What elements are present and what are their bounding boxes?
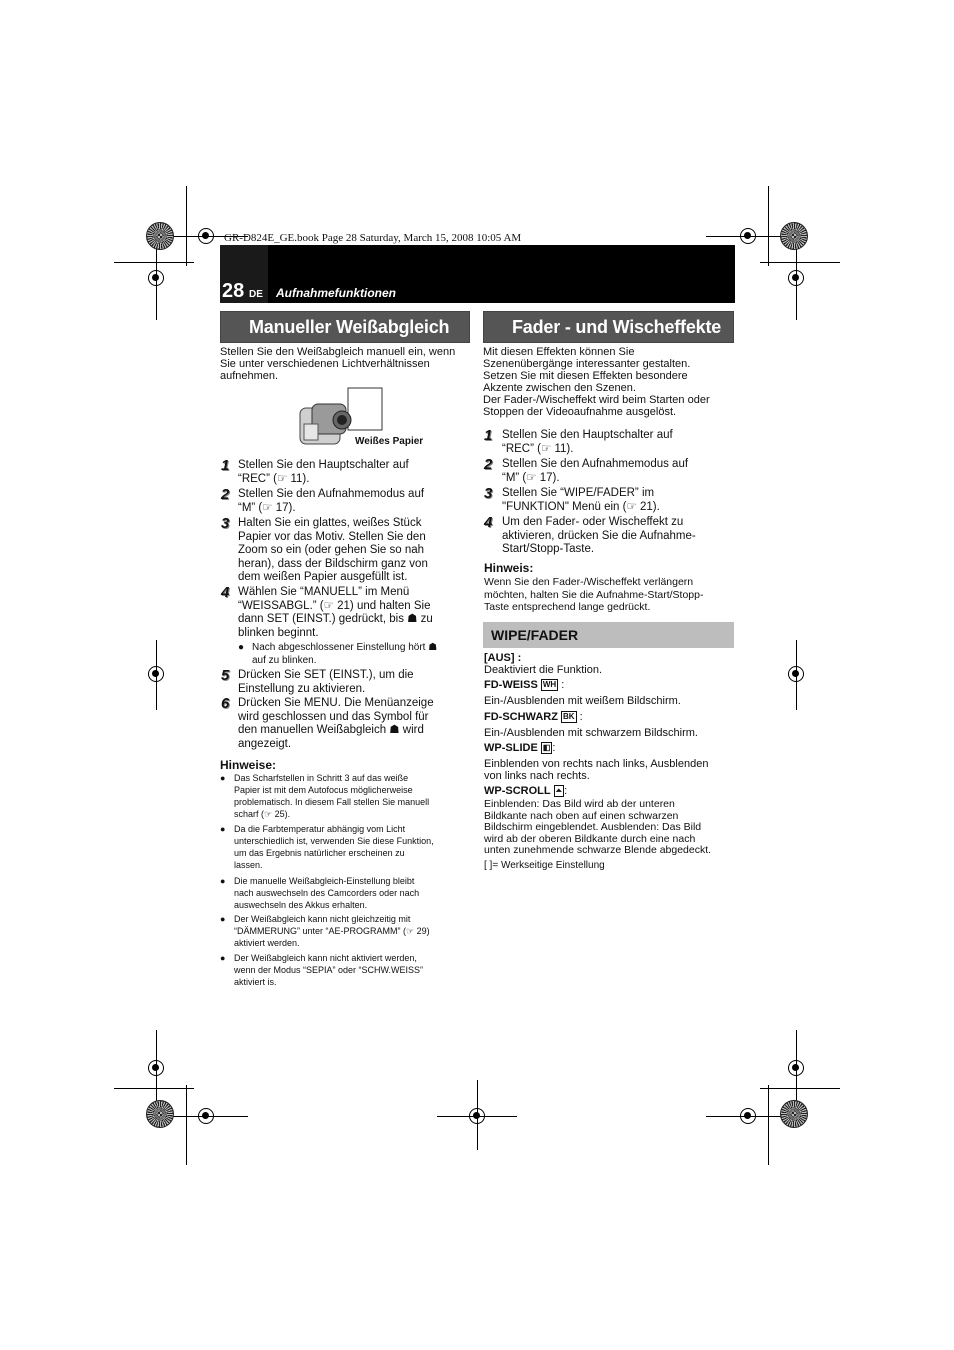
crop-line <box>114 1088 194 1089</box>
step-text <box>502 429 734 456</box>
right-intro <box>483 346 735 418</box>
option-desc: Einblenden von rechts nach links, Ausblenden <box>484 758 709 771</box>
note-item <box>234 875 472 911</box>
option-desc: von links nach rechts. <box>484 770 590 783</box>
crop-line <box>186 1085 187 1165</box>
step-number: 2 <box>484 456 493 473</box>
step-number: 3 <box>221 515 230 532</box>
step-line: Stellen Sie den Aufnahmemodus auf <box>238 488 425 500</box>
step-text <box>502 487 734 514</box>
note-line: Das Scharfstellen in Schritt 3 auf das weiße <box>234 773 409 783</box>
section-title: Aufnahmefunktionen <box>276 286 396 300</box>
step-number: 4 <box>484 514 493 531</box>
step-line: Halten Sie ein glattes, weißes Stück <box>238 517 422 529</box>
note-line: “DÄMMERUNG” unter “AE-PROGRAMM” (☞ 29) <box>234 926 430 936</box>
crop-line <box>760 262 840 263</box>
registration-mark-icon <box>469 1108 485 1124</box>
intro-line: Mit diesen Effekten können Sie <box>483 346 635 358</box>
step-line: Stellen Sie den Aufnahmemodus auf <box>502 458 689 470</box>
step-text <box>502 516 734 557</box>
step-line: Wählen Sie “MANUELL” im Menü <box>238 586 410 598</box>
step-line: “M” (☞ 17). <box>502 471 560 484</box>
registration-mark-icon <box>148 1060 164 1076</box>
print-info-line: GR-D824E_GE.book Page 28 Saturday, March 15, 2008 10:05 AM <box>224 232 522 244</box>
crop-line <box>768 1085 769 1165</box>
left-intro <box>220 346 472 382</box>
registration-mark-icon <box>740 1108 756 1124</box>
wipe-fader-title: WIPE/FADER <box>491 627 579 643</box>
note-line: Nach abgeschlossener Einstellung hört ☗ <box>252 642 438 653</box>
option-desc: unten zunehmende schwarze Blende abgedeckt. <box>484 844 712 857</box>
step-number: 3 <box>484 485 493 502</box>
step-text <box>238 459 468 486</box>
note-line: unterschiedlich ist, verwenden Sie diese Funktion, <box>234 836 434 846</box>
option-desc: Bildkante nach oben auf einen schwarzen <box>484 809 679 822</box>
note-line: möchten, halten Sie die Aufnahme-Start/Stopp- <box>484 588 704 601</box>
note-line: wenn der Modus “SEPIA” oder “SCHW.WEISS” <box>234 965 424 975</box>
step-line: “REC” (☞ 11). <box>502 442 574 455</box>
note-item <box>234 823 472 871</box>
intro-line: Der Fader-/Wischeffekt wird beim Starten oder <box>483 394 710 406</box>
intro-line: Szenenübergänge interessanter gestalten. <box>483 358 691 370</box>
step-number: 2 <box>221 486 230 503</box>
step-number: 6 <box>221 695 230 712</box>
right-title: Fader - und Wischeffekte <box>512 316 722 337</box>
option-label: WP-SLIDE <box>484 742 538 754</box>
wp-slide-icon: ◧ <box>542 743 551 753</box>
step-line: “M” (☞ 17). <box>238 501 296 514</box>
step-note <box>252 641 472 667</box>
color-target-icon <box>780 1100 808 1128</box>
wipe-fader-band <box>483 622 734 648</box>
option-label: FD-SCHWARZ <box>484 711 558 723</box>
bullet-icon: ● <box>238 642 245 653</box>
step-text <box>502 458 734 485</box>
step-line: Stellen Sie den Hauptschalter auf <box>238 459 409 471</box>
step-line: "FUNKTION" Menü ein (☞ 21). <box>502 500 660 513</box>
step-line: blinken beginnt. <box>238 626 319 639</box>
note-line: Die manuelle Weißabgleich-Einstellung bleibt <box>234 876 415 886</box>
option-desc: Ein-/Ausblenden mit schwarzem Bildschirm. <box>484 727 698 740</box>
note-item <box>234 772 472 820</box>
registration-mark-icon <box>148 270 164 286</box>
intro-line: Setzen Sie mit diesen Effekten besondere <box>483 370 688 382</box>
step-line: Drücken Sie MENU. Die Menüanzeige <box>238 697 434 709</box>
option-desc: Ein-/Ausblenden mit weißem Bildschirm. <box>484 695 681 708</box>
intro-line: aufnehmen. <box>220 370 279 382</box>
bullet-icon: ● <box>220 773 226 783</box>
option-desc: Einblenden: Das Bild wird ab der unteren <box>484 798 675 811</box>
note-line: aktiviert is. <box>234 977 277 987</box>
note-line: Papier ist mit dem Autofocus möglicherweise <box>234 785 413 795</box>
registration-mark-icon <box>148 666 164 682</box>
left-title-band <box>220 311 470 343</box>
option-label: FD-WEISS <box>484 679 538 691</box>
option-desc: wird ab der oberen Bildkante durch eine nach <box>484 832 696 845</box>
note-item <box>234 952 472 988</box>
step-number: 1 <box>221 457 230 474</box>
note-line: Taste entsprechend lange gedrückt. <box>484 601 651 613</box>
registration-mark-icon <box>788 1060 804 1076</box>
note-line: aktiviert werden. <box>234 938 300 948</box>
registration-mark-icon <box>198 1108 214 1124</box>
fd-schwarz-icon: BK <box>563 712 575 722</box>
step-line: Um den Fader- oder Wischeffekt zu <box>502 516 684 528</box>
step-line: Stellen Sie “WIPE/FADER” im <box>502 487 655 499</box>
page-number: 28 <box>222 280 245 302</box>
note-line: nach auswechseln des Camcorders oder nach <box>234 888 420 898</box>
intro-line: Stoppen der Videoaufnahme ausgelöst. <box>483 406 677 418</box>
crop-line <box>760 1088 840 1089</box>
intro-line: Sie unter verschiedenen Lichtverhältnissen <box>220 358 430 370</box>
intro-line: Akzente zwischen den Szenen. <box>483 382 636 394</box>
option-wp-scroll: WP-SCROLL ⏶ : Einblenden: Das Bild wird ab der unteren Bildkante nach oben auf einen schwarzen Bildschirm eingeblendet. Ausblenden: Das Bild wird ab der oberen Bildkante durch eine nach unten zunehmende schwarze Blende abgedeckt. <box>484 785 736 857</box>
step-line: “WEISSABGL.” (☞ 21) und halten Sie <box>238 599 431 612</box>
option-wp-slide: WP-SLIDE ◧ : Einblenden von rechts nach links, Ausblenden von links nach rechts. <box>484 742 736 782</box>
step-line: angezeigt. <box>238 737 292 750</box>
registration-mark-icon <box>788 666 804 682</box>
step-line: Stellen Sie den Hauptschalter auf <box>502 429 673 441</box>
step-line: heran), dass der Bildschirm ganz von <box>238 557 428 570</box>
option-fd-weiss: FD-WEISS WH : Ein-/Ausblenden mit weißem Bildschirm. <box>484 679 736 707</box>
note-line: lassen. <box>234 860 263 870</box>
step-line: Einstellung zu aktivieren. <box>238 682 366 695</box>
color-target-icon <box>146 1100 174 1128</box>
footnote: [ ]= Werkseitige Einstellung <box>484 860 605 871</box>
step-number: 1 <box>484 427 493 444</box>
note-line: um das Ergebnis natürlicher erscheinen zu <box>234 848 405 858</box>
step-line: dann SET (EINST.) gedrückt, bis ☗ zu <box>238 613 433 625</box>
note-item <box>234 913 472 949</box>
bullet-icon: ● <box>220 876 226 886</box>
step-text <box>238 586 468 640</box>
note-heading: Hinweis: <box>484 561 534 575</box>
step-line: Zoom so ein (oder gehen Sie so nah <box>238 544 425 556</box>
option-label: WP-SCROLL <box>484 785 551 797</box>
step-number: 4 <box>221 584 230 601</box>
fd-weiss-icon: WH <box>542 680 557 690</box>
note-line: Da die Farbtemperatur abhängig vom Licht <box>234 824 406 834</box>
figure-label: Weißes Papier <box>355 436 424 447</box>
left-title: Manueller Weißabgleich <box>249 316 450 337</box>
step-text <box>238 669 468 696</box>
note-line: scharf (☞ 25). <box>234 809 291 819</box>
note-line: Der Weißabgleich kann nicht aktiviert werden, <box>234 953 417 963</box>
wp-scroll-icon: ⏶ <box>555 786 563 796</box>
note-line: auswechseln des Akkus erhalten. <box>234 900 368 910</box>
note-line: Der Weißabgleich kann nicht gleichzeitig mit <box>234 914 411 924</box>
step-text <box>238 517 468 585</box>
note-line: Wenn Sie den Fader-/Wischeffekt verlängern <box>484 576 694 588</box>
step-line: “REC” (☞ 11). <box>238 472 310 485</box>
right-note <box>484 576 736 614</box>
crop-line <box>114 262 194 263</box>
step-text <box>238 697 468 751</box>
step-line: den manuellen Weißabgleich ☗ wird <box>238 724 424 736</box>
intro-line: Stellen Sie den Weißabgleich manuell ein, wenn <box>220 346 456 358</box>
bullet-icon: ● <box>220 824 226 834</box>
option-aus <box>484 652 736 676</box>
right-title-band <box>483 311 734 343</box>
color-target-icon <box>780 222 808 250</box>
option-desc: Bildschirm eingeblendet. Ausblenden: Das Bild <box>484 821 702 834</box>
step-number: 5 <box>221 667 230 684</box>
step-line: dem weißen Papier ausgefüllt ist. <box>238 571 408 583</box>
registration-mark-icon <box>198 228 214 244</box>
step-text <box>238 488 468 515</box>
note-line: problematisch. In diesem Fall stellen Sie manuell <box>234 797 430 807</box>
option-label: [AUS] : <box>484 652 522 664</box>
registration-mark-icon <box>740 228 756 244</box>
step-line: aktivieren, drücken Sie die Aufnahme- <box>502 529 696 542</box>
step-line: wird geschlossen und das Symbol für <box>238 710 429 723</box>
step-line: Papier vor das Motiv. Stellen Sie den <box>238 530 426 543</box>
crop-line <box>186 186 187 266</box>
bullet-icon: ● <box>220 953 226 963</box>
bullet-icon: ● <box>220 914 226 924</box>
option-desc: Deaktiviert die Funktion. <box>484 664 602 676</box>
step-line: Drücken Sie SET (EINST.), um die <box>238 669 414 681</box>
color-target-icon <box>146 222 174 250</box>
notes-heading: Hinweise: <box>220 758 277 772</box>
language-code: DE <box>249 289 263 300</box>
registration-mark-icon <box>788 270 804 286</box>
step-line: Start/Stopp-Taste. <box>502 543 595 555</box>
crop-line <box>768 186 769 266</box>
option-fd-schwarz: FD-SCHWARZ BK : Ein-/Ausblenden mit schwarzem Bildschirm. <box>484 711 736 739</box>
note-line: auf zu blinken. <box>252 655 317 666</box>
